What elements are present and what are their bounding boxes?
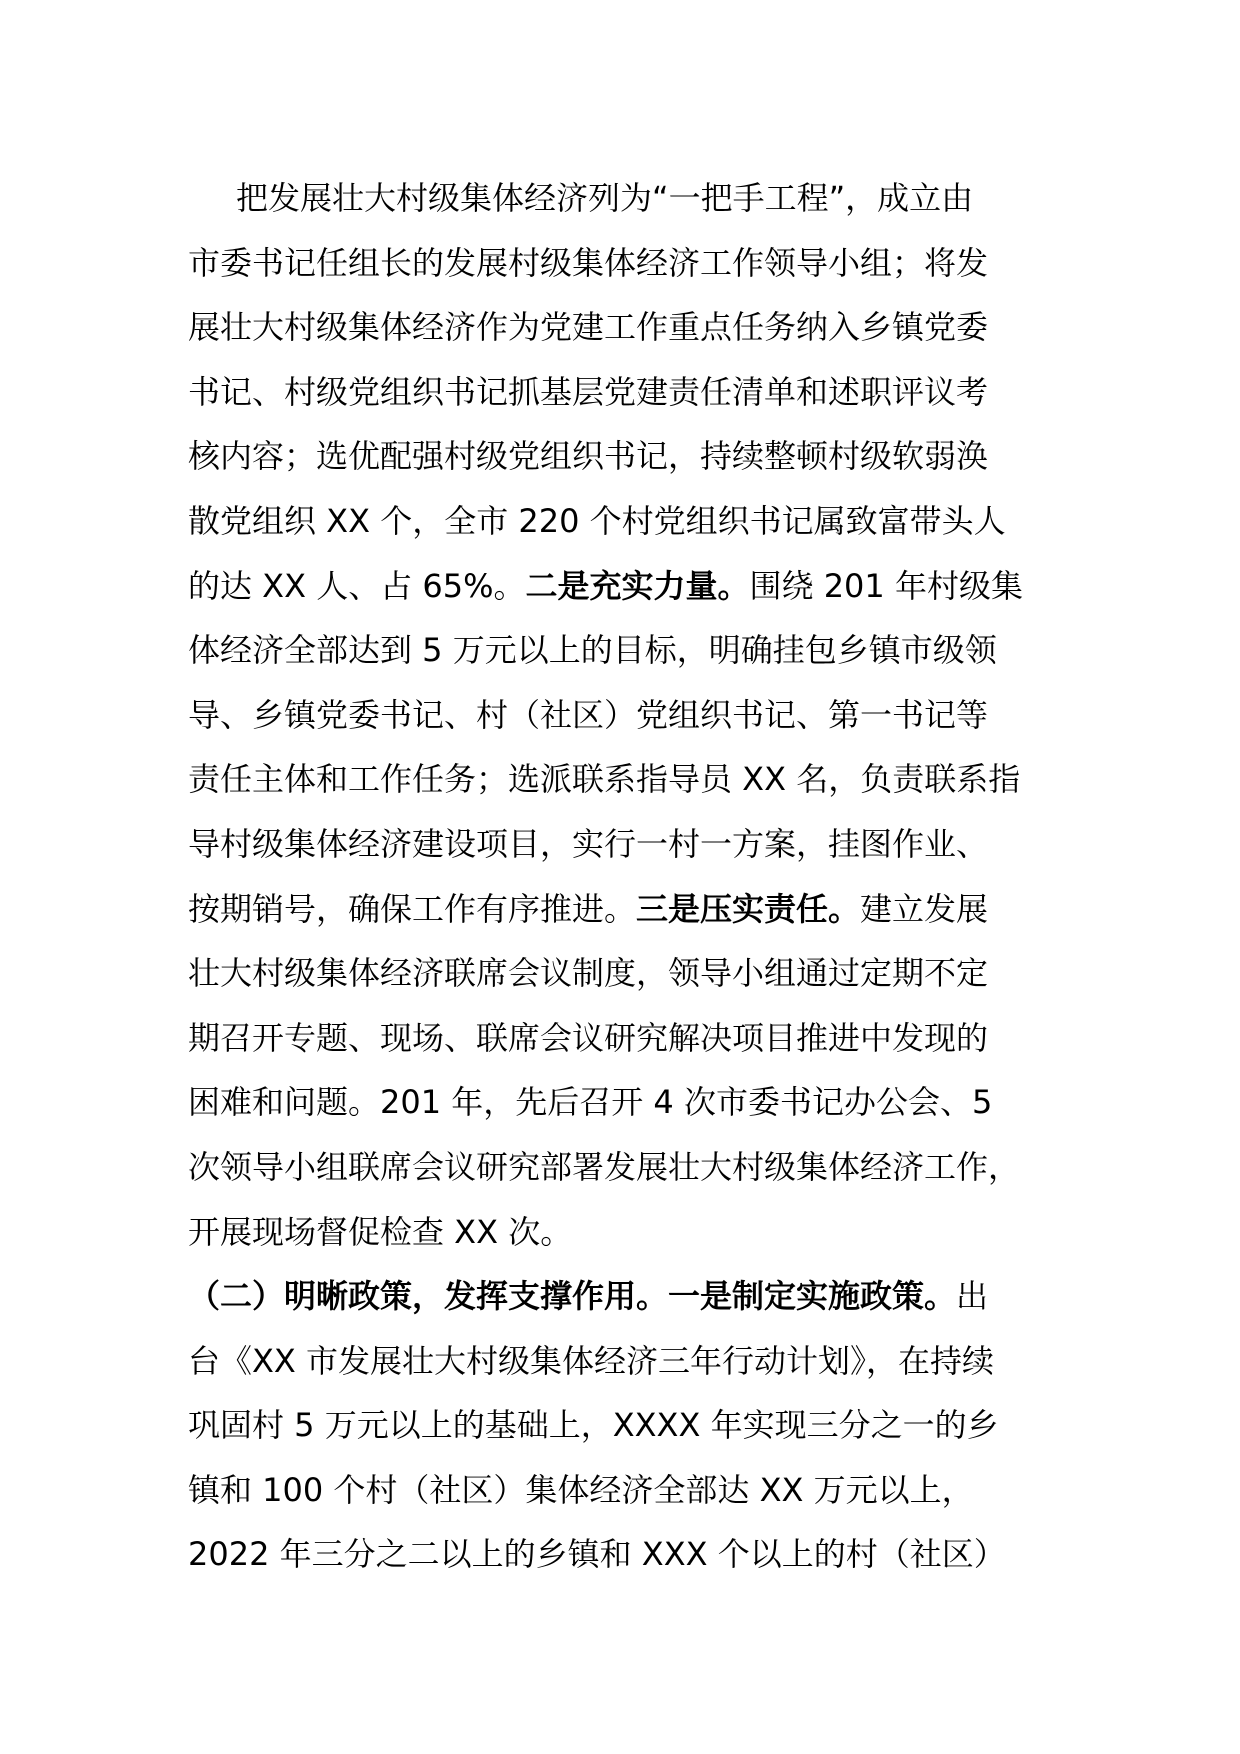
text-segment: 建立发展: [860, 889, 989, 928]
bold-text-segment: 二是充实力量。: [525, 566, 750, 605]
paragraph-line: [188, 618, 1068, 683]
text-segment: 导、乡镇党委书记、村（社区）党组织书记、第一书记等: [188, 695, 989, 734]
paragraph-line: [188, 1329, 1068, 1394]
text-segment: 核内容；选优配强村级党组织书记，持续整顿村级软弱涣: [188, 437, 989, 476]
text-segment: 展壮大村级集体经济作为党建工作重点任务纳入乡镇党委: [188, 308, 989, 347]
text-segment: 巩固村 5 万元以上的基础上，XXXX 年实现三分之一的乡: [188, 1406, 999, 1445]
paragraph-line: [188, 877, 1068, 942]
text-segment: 散党组织 XX 个，全市 220 个村党组织书记属致富带头人: [188, 501, 1006, 540]
text-segment: 期召开专题、现场、联席会议研究解决项目推进中发现的: [188, 1018, 989, 1057]
text-segment: 开展现场督促检查 XX 次。: [188, 1212, 573, 1251]
text-segment: 体经济全部达到 5 万元以上的目标，明确挂包乡镇市级领: [188, 631, 997, 670]
text-segment: 围绕 201 年村级集: [749, 566, 1023, 605]
document-body: [188, 166, 1068, 1587]
paragraph-line: [188, 1264, 1068, 1329]
text-segment: 镇和 100 个村（社区）集体经济全部达 XX 万元以上，: [188, 1470, 974, 1509]
text-segment: 次领导小组联席会议研究部署发展壮大村级集体经济工作，: [188, 1147, 1021, 1186]
text-segment: 书记、村级党组织书记抓基层党建责任清单和述职评议考: [188, 372, 989, 411]
text-segment: 按期销号，确保工作有序推进。: [188, 889, 637, 928]
paragraph-line: [188, 1458, 1068, 1523]
text-segment: 2022 年三分之二以上的乡镇和 XXX 个以上的村（社区）: [188, 1535, 1006, 1574]
paragraph-line: [188, 1393, 1068, 1458]
paragraph-line: [188, 166, 1068, 231]
text-segment: 出: [956, 1277, 989, 1316]
paragraph-line: [188, 1200, 1068, 1265]
text-segment: 壮大村级集体经济联席会议制度，领导小组通过定期不定: [188, 954, 989, 993]
bold-text-segment: 三是压实责任。: [636, 889, 861, 928]
paragraph-line: [188, 489, 1068, 554]
paragraph-line: [188, 424, 1068, 489]
text-segment: 导村级集体经济建设项目，实行一村一方案，挂图作业、: [188, 824, 989, 863]
text-segment: 把发展壮大村级集体经济列为“一把手工程”，成立由: [236, 179, 974, 217]
text-segment: 困难和问题。201 年，先后召开 4 次市委书记办公会、5: [188, 1083, 993, 1122]
bold-text-segment: （二）明晰政策，发挥支撑作用。一是制定实施政策。: [188, 1277, 957, 1316]
paragraph-line: [188, 554, 1068, 619]
paragraph-line: [188, 683, 1068, 748]
paragraph-line: [188, 1070, 1068, 1135]
paragraph-line: [188, 1522, 1068, 1587]
text-segment: 责任主体和工作任务；选派联系指导员 XX 名，负责联系指: [188, 760, 1021, 799]
paragraph-line: [188, 747, 1068, 812]
paragraph-line: [188, 941, 1068, 1006]
text-segment: 的达 XX 人、占 65%。: [188, 566, 526, 605]
paragraph-line: [188, 1135, 1068, 1200]
paragraph-line: [188, 295, 1068, 360]
text-segment: 台《XX 市发展壮大村级集体经济三年行动计划》，在持续: [188, 1341, 995, 1380]
paragraph-line: [188, 231, 1068, 296]
paragraph-line: [188, 360, 1068, 425]
text-segment: 市委书记任组长的发展村级集体经济工作领导小组；将发: [188, 243, 989, 282]
paragraph-line: [188, 1006, 1068, 1071]
paragraph-line: [188, 812, 1068, 877]
